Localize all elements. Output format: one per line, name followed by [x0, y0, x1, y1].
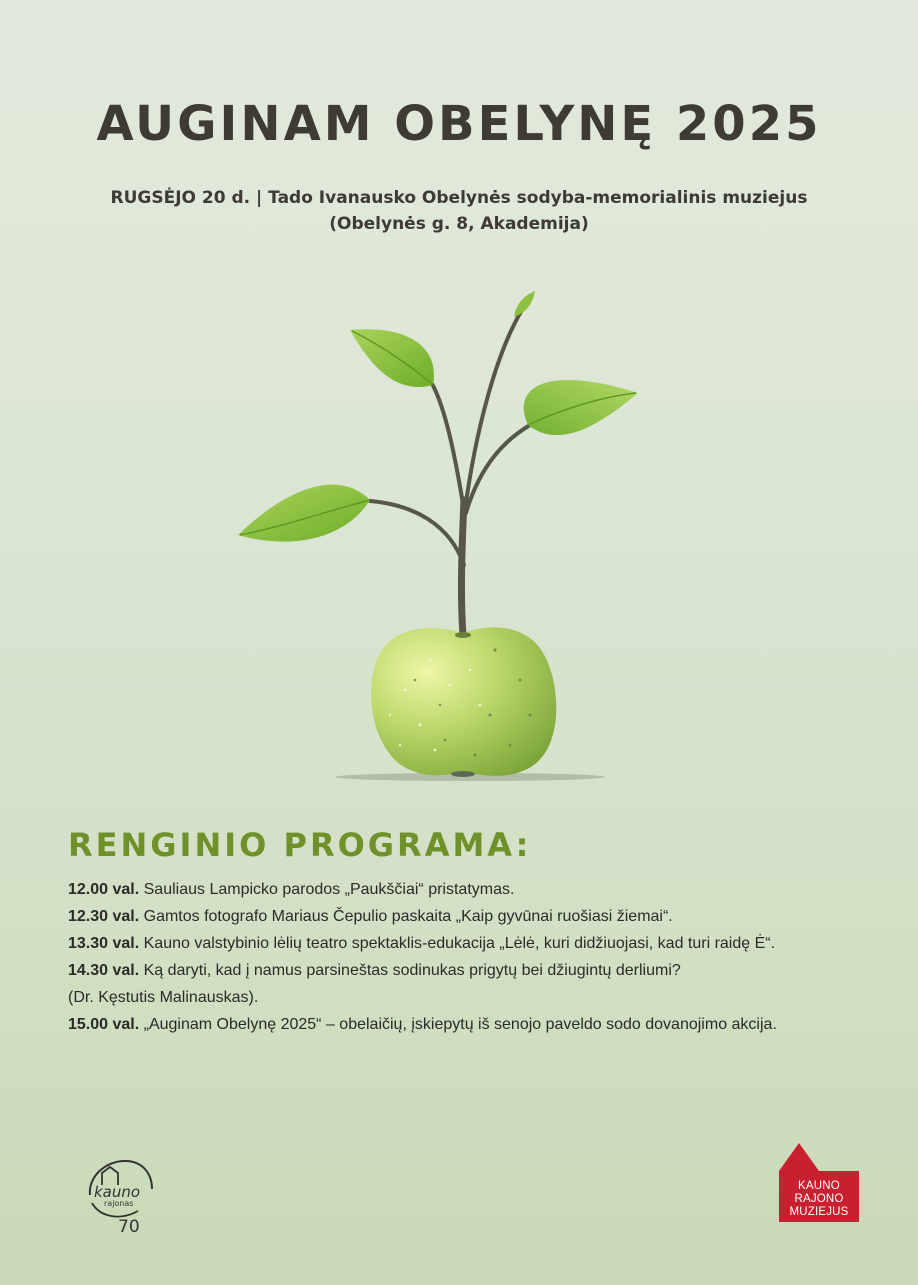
event-address: (Obelynės g. 8, Akademija) [329, 214, 589, 234]
program-item [68, 903, 898, 930]
logo-left-line1: kauno [94, 1183, 141, 1201]
logo-right-line2: RAJONO [794, 1193, 844, 1205]
program-heading: RENGINIO PROGRAMA: [68, 826, 532, 864]
leaf-top-bud [514, 291, 535, 317]
event-details [0, 185, 918, 237]
program-item [68, 876, 898, 903]
leaf-left-low [238, 485, 370, 542]
program-item [68, 957, 898, 984]
apple-stem-base [455, 632, 471, 638]
kauno-rajonas-70-logo [80, 1155, 170, 1245]
apple-seedling-icon [230, 285, 650, 785]
page-title: AUGINAM OBELYNĘ 2025 [96, 96, 822, 152]
program-item [68, 1011, 898, 1038]
main-stem [461, 500, 464, 635]
program-time: 15.00 val. [68, 1016, 140, 1033]
program-list [68, 876, 898, 1038]
program-text: Sauliaus Lampicko parodos „Paukščiai“ pristatymas. [139, 881, 515, 898]
program-time: 12.30 val. [68, 908, 140, 925]
program-time: 14.30 val. [68, 962, 140, 979]
event-date-venue: RUGSĖJO 20 d. | Tado Ivanausko Obelynės sodyba-memorialinis muziejus [110, 188, 808, 208]
kauno-rajono-muziejus-logo [776, 1143, 860, 1223]
apple-body [371, 627, 556, 775]
logo-left-number: 70 [118, 1217, 140, 1237]
logo-right-line1: KAUNO [798, 1180, 840, 1192]
stem-left-low [370, 501, 464, 565]
logo-left-line2: rajonas [104, 1199, 134, 1208]
program-text: Gamtos fotografo Mariaus Čepulio paskaita „Kaip gyvūnai ruošiasi žiemai“. [139, 908, 673, 925]
program-time: 13.30 val. [68, 935, 140, 952]
program-time: 12.00 val. [68, 881, 140, 898]
program-text: Ką daryti, kad į namus parsineštas sodinukas prigytų bei džiugintų derliumi? [139, 962, 681, 979]
museum-roof-icon [779, 1143, 819, 1171]
stem-left-high [430, 380, 464, 510]
leaf-right-low [524, 380, 638, 435]
logo-right-line3: MUZIEJUS [789, 1206, 849, 1218]
stem-right-high [465, 310, 522, 510]
program-text: „Auginam Obelynę 2025“ – obelaičių, įskiepytų iš senojo paveldo sodo dovanojimo akcija. [139, 1016, 777, 1033]
program-item [68, 930, 898, 957]
program-item [68, 984, 898, 1011]
program-text: (Dr. Kęstutis Malinauskas). [68, 989, 259, 1006]
leaf-left-high [350, 329, 434, 387]
apple-bottom [451, 771, 475, 777]
program-text: Kauno valstybinio lėlių teatro spektaklis-edukacija „Lėlė, kuri didžiuojasi, kad turi raidę Ė“. [139, 935, 776, 952]
